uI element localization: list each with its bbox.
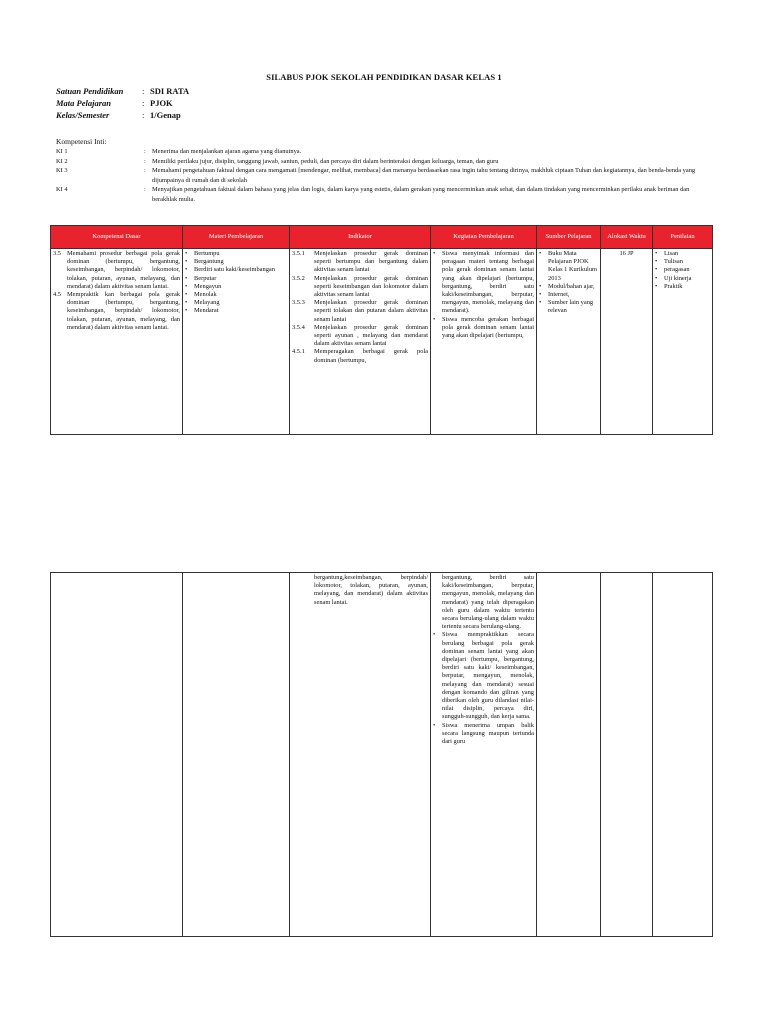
meta-value: PJOK xyxy=(150,98,173,108)
meta-row-class: Kelas/Semester : 1/Genap xyxy=(56,110,181,120)
header-kompetensi-dasar: Kompetensi Dasar xyxy=(51,226,183,249)
ki-item: KI 1 : Menerima dan menjalankan ajaran agama yang dianutnya. xyxy=(56,148,302,155)
header-kegiatan: Kegiatan Pembelajaran xyxy=(431,226,537,249)
meta-label: Satuan Pendidikan xyxy=(56,86,124,96)
ki-item: KI 3 : Memahami pengetahuan faktual dengan cara mengamati [mendengar, melihat, membaca] dan menanya berdasarkan rasa ingin tahu tentang dirinya, makhluk ciptaan Tuhan dan kegiatannya, dan benda-benda yang dijumpainya di rumah dan di sekolah xyxy=(56,167,696,184)
header-sumber: Sumber Pelajaran xyxy=(537,226,601,249)
meta-row-school: Satuan Pendidikan : SDI RATA xyxy=(56,86,190,96)
meta-label: Mata Pelajaran xyxy=(56,98,112,108)
header-alokasi: Alokasi Waktu xyxy=(601,226,653,249)
kegiatan-cell: bergantung, berdiri satu kaki/keseimbangan, berputar, mengayun, menolak, melayang dan mendarat) yang telah diperagakan oleh guru dalam waktu tertentu secara berulang-ulang dalam waktu tertentu secara berulang-ulang. • Siswa mempraktikkan secara berulang berbagai pola gerak dominan senam lantai yang akan dipelajari (bertumpu, bergantung, berdiri satu kaki/ keseimbangan, berputar, mengayun, menolak, melayang dan mendarat) sesuai dengan komando dan giliran yang diberikan oleh guru dilandasi nilai-nilai disiplin, percaya diri, sungguh-sungguh, dan kerja sama. • Siswa menerima umpan balik secara langsung maupun tertunda dari guru xyxy=(431,573,537,937)
kegiatan-cell: • Siswa menyimak informasi dan peragaan materi tentang berbagai pola gerak dominan senam lantai yang akan dipelajari (bertumpu, bergantung, berdiri satu kaki/keseimbangan, berputar, mengayun, menolak, melayang dan mendarat). • Siswa mencoba gerakan berbagai pola gerak dominan senam lantai yang akan dipelajari (bertumpu, xyxy=(431,249,537,435)
identity-block xyxy=(56,85,189,121)
ki-item: KI 2 : Memiliki perilaku jujur, disiplin, tanggung jawab, santun, peduli, dan percaya diri dalam berinteraksi dengan keluarga, teman, dan guru xyxy=(56,157,499,165)
meta-label: Kelas/Semester xyxy=(56,110,110,120)
penilaian-cell: • Lisan • Tulisan • peragasan • Uji kinerja • Praktik xyxy=(653,249,713,435)
kd-cell: 3.5 Memahami prosedur berbagai pola gerak dominan (bertumpu, bergantung, keseimbangan, berpindah/ lokomotor, tolakan, putaran, ayunan, melayang, dan mendarat) dalam aktivitas senam lantai. 4.5 Mempraktik kan berbagai pola gerak dominan (bertumpu, bergantung, keseimbangan, berpindah/ lokomotor, tolakan, putaran, ayunan, melayang, dan mendarat) dalam aktivitas senam lantai. xyxy=(51,249,183,435)
alokasi-cell xyxy=(601,573,653,937)
meta-value: SDI RATA xyxy=(150,86,190,96)
kd-cell xyxy=(51,573,183,937)
ki-list xyxy=(56,147,716,204)
header-materi: Materi Pembelajaran xyxy=(183,226,290,249)
header-indikator: Indikator xyxy=(290,226,431,249)
table-row xyxy=(51,249,713,435)
materi-cell xyxy=(183,573,290,937)
indikator-cell: 3.5.1 Menjelaskan prosedur gerak dominan seperti bertumpu dan bergantung dalam aktivitas senam lantai 3.5.2 Menjelaskan prosedur gerak dominan seperti keseimbangan dan lokomotor dalam aktivitas senam lantai 3.5.3 Menjelaskan prosedur gerak dominan seperti tolakan dan putaran dalam aktivitas senam lantai 3.5.4 Menjelaskan prosedur gerak dominan seperti ayunan , melayang dan mendarat dalam aktivitas senam lantai 4.5.1 Memperagakan berbagai gerak pola dominan (bertumpu, xyxy=(290,249,431,435)
alokasi-cell: 16 JP xyxy=(601,249,653,435)
meta-value: 1/Genap xyxy=(150,110,181,120)
syllabus-table-page2 xyxy=(50,572,713,937)
document-title: SILABUS PJOK SEKOLAH PENDIDIKAN DASAR KELAS 1 xyxy=(266,72,502,82)
table-header-row xyxy=(51,226,713,249)
ki-item: KI 4 : Menyajikan pengetahuan faktual dalam bahasa yang jelas dan logis, dalam karya yang estetis, dalam gerakan yang mencerminkan anak sehat, dan dalam tindakan yang mencerminkan perilaku anak beriman dan berakhlak mulia. xyxy=(56,186,690,203)
materi-cell: • Bertumpu • Bergantung • Berdiri satu kaki/keseimbangan • Berputar • Mengayun • Menolak • Melayang • Mendarat xyxy=(183,249,290,435)
penilaian-cell xyxy=(653,573,713,937)
meta-row-subject: Mata Pelajaran : PJOK xyxy=(56,98,173,108)
indikator-cell: bergantung,keseimbangan, berpindah/ lokomotor, tolakan, putaran, ayunan, melayang, dan mendarat) dalam aktivitas senam lantai. xyxy=(290,573,431,937)
sumber-cell: • Buku Mata Pelajaran PJOK Kelas 1 Kurikulum 2013 • Modul/bahan ajar, • Internet, • Sumber lain yang relevan xyxy=(537,249,601,435)
header-penilaian: Penilaian xyxy=(653,226,713,249)
ki-heading: Kompetensi Inti: xyxy=(56,137,107,146)
syllabus-table-page1 xyxy=(50,225,713,435)
table-row xyxy=(51,573,713,937)
sumber-cell xyxy=(537,573,601,937)
